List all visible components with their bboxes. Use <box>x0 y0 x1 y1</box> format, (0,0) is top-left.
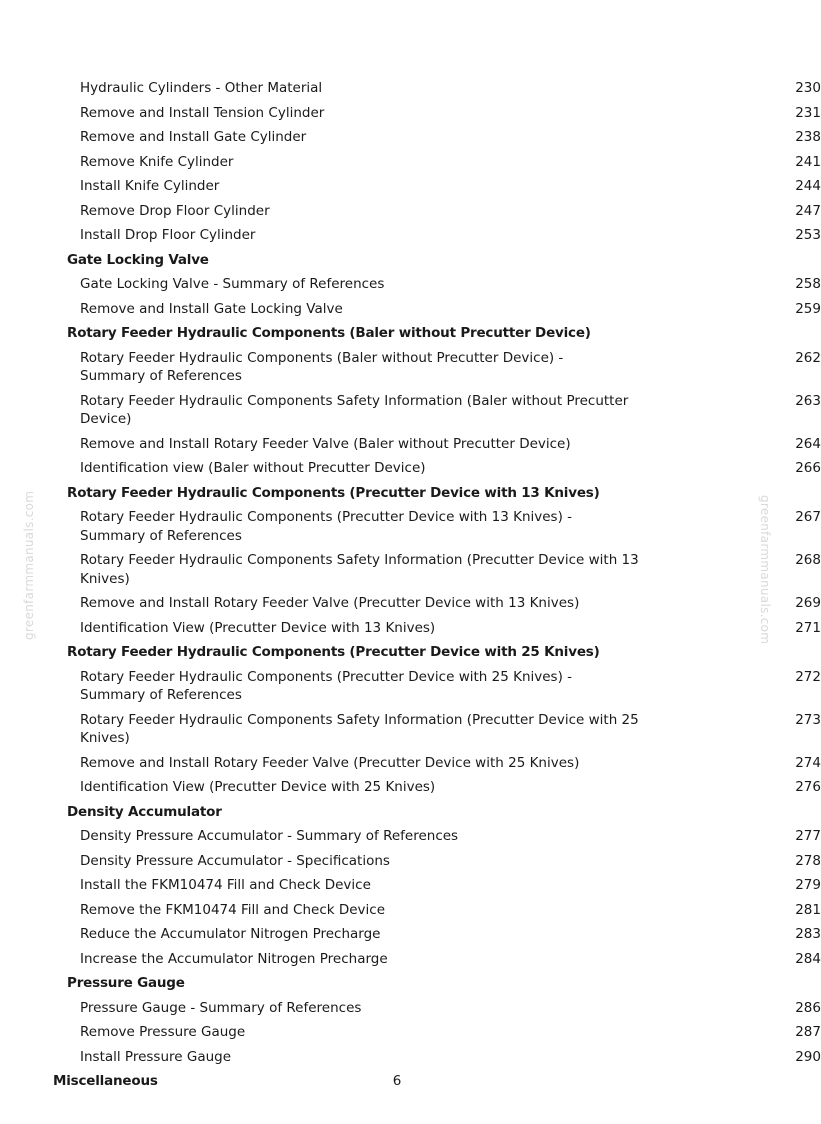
toc-entry-page: 259 <box>795 300 821 317</box>
toc-entry-page: 286 <box>795 999 821 1016</box>
toc-entry[interactable] <box>0 591 821 616</box>
toc-entry-title: Reduce the Accumulator Nitrogen Precharge <box>80 926 381 942</box>
toc-section-heading[interactable] <box>0 971 794 996</box>
toc-entry-title: Gate Locking Valve - Summary of References <box>80 276 385 292</box>
toc-entry-title: Install Knife Cylinder <box>80 178 220 194</box>
toc-entry-page: 278 <box>795 852 821 869</box>
toc-entry[interactable] <box>0 150 821 175</box>
toc-entry[interactable] <box>0 824 821 849</box>
toc-entry[interactable] <box>0 1045 821 1070</box>
toc-entry[interactable] <box>0 947 821 972</box>
toc-entry-title: Install Drop Floor Cylinder <box>80 227 256 243</box>
toc-entry-title: Gate Locking Valve <box>67 251 209 268</box>
toc-entry-page: 241 <box>795 153 821 170</box>
toc-entry-page: 253 <box>795 227 821 243</box>
toc-entry[interactable] <box>0 548 821 591</box>
toc-entry-page: 244 <box>795 178 821 194</box>
toc-entry-title: Remove and Install Rotary Feeder Valve (Precutter Device with 13 Knives) <box>80 595 580 611</box>
toc-entry-page: 263 <box>795 392 821 409</box>
toc-entry-title: Density Accumulator <box>67 803 222 820</box>
toc-entry-title: Rotary Feeder Hydraulic Components (Baler without Precutter Device) - Summary of References <box>80 349 564 384</box>
toc-entry[interactable] <box>0 898 821 923</box>
toc-entry-title: Remove Knife Cylinder <box>80 153 234 170</box>
toc-entry-title: Remove Drop Floor Cylinder <box>80 202 270 219</box>
toc-entry[interactable] <box>0 272 821 297</box>
toc-entry-page: 262 <box>795 349 821 366</box>
toc-entry-page: 276 <box>795 779 821 795</box>
toc-entry-page: 266 <box>795 460 821 476</box>
toc-entry-page: 283 <box>795 926 821 942</box>
toc-entry[interactable] <box>0 665 821 708</box>
table-of-contents <box>0 76 821 1094</box>
toc-entry-page: 269 <box>795 595 821 611</box>
toc-entry-title: Rotary Feeder Hydraulic Components Safety Information (Precutter Device with 13 Knives) <box>80 552 639 587</box>
toc-entry-page: 272 <box>795 668 821 685</box>
toc-entry-title: Remove the FKM10474 Fill and Check Device <box>80 901 386 918</box>
toc-entry-title: Remove and Install Rotary Feeder Valve (Baler without Precutter Device) <box>80 435 571 452</box>
toc-entry-title: Miscellaneous <box>53 1073 158 1089</box>
toc-entry-page: 267 <box>795 509 821 525</box>
toc-entry[interactable] <box>0 996 821 1021</box>
toc-entry[interactable] <box>0 616 821 641</box>
toc-entry-page: 238 <box>795 129 821 145</box>
toc-section-heading[interactable] <box>0 481 794 506</box>
toc-entry[interactable] <box>0 297 821 322</box>
toc-entry-title: Remove and Install Gate Locking Valve <box>80 300 343 317</box>
toc-entry-page: 271 <box>795 619 821 636</box>
toc-entry[interactable] <box>0 775 821 800</box>
toc-section-heading[interactable] <box>0 640 794 665</box>
toc-entry-title: Rotary Feeder Hydraulic Components (Baler without Precutter Device) <box>67 325 591 341</box>
toc-entry-page: 290 <box>795 1048 821 1065</box>
toc-entry-title: Remove and Install Rotary Feeder Valve (Precutter Device with 25 Knives) <box>80 754 580 771</box>
toc-entry-title: Rotary Feeder Hydraulic Components (Precutter Device with 13 Knives) - Summary of References <box>80 509 573 544</box>
toc-entry[interactable] <box>0 389 821 432</box>
toc-entry-page: 273 <box>795 711 821 728</box>
toc-entry-page: 231 <box>795 104 821 121</box>
toc-entry[interactable] <box>0 505 821 548</box>
toc-entry-title: Density Pressure Accumulator - Summary of References <box>80 828 459 844</box>
toc-entry-title: Hydraulic Cylinders - Other Material <box>80 80 323 96</box>
toc-entry[interactable] <box>0 76 821 101</box>
toc-section-heading[interactable] <box>0 321 794 346</box>
toc-entry-title: Rotary Feeder Hydraulic Components Safety Information (Precutter Device with 25 Knives) <box>80 711 639 746</box>
toc-entry-title: Remove Pressure Gauge <box>80 1024 246 1040</box>
toc-entry-title: Increase the Accumulator Nitrogen Precharge <box>80 950 388 967</box>
toc-entry[interactable] <box>0 873 821 898</box>
toc-entry-page: 279 <box>795 877 821 893</box>
toc-entry[interactable] <box>0 199 821 224</box>
toc-entry-page: 281 <box>795 901 821 918</box>
toc-entry-page: 277 <box>795 828 821 844</box>
toc-entry[interactable] <box>0 751 821 776</box>
toc-entry-title: Rotary Feeder Hydraulic Components (Precutter Device with 13 Knives) <box>67 484 600 501</box>
toc-entry[interactable] <box>0 346 821 389</box>
toc-entry-page: 268 <box>795 552 821 568</box>
toc-entry-title: Remove and Install Tension Cylinder <box>80 104 325 121</box>
toc-entry[interactable] <box>0 174 821 199</box>
toc-entry-title: Pressure Gauge <box>67 975 185 991</box>
toc-entry-page: 230 <box>795 80 821 96</box>
toc-entry[interactable] <box>0 456 821 481</box>
watermark-right: greenfarmmanuals.com <box>758 495 772 645</box>
toc-entry-page: 258 <box>795 276 821 292</box>
toc-entry-title: Identification View (Precutter Device with 25 Knives) <box>80 779 436 795</box>
toc-entry-page: 264 <box>795 435 821 452</box>
toc-entry-title: Install Pressure Gauge <box>80 1048 232 1065</box>
toc-entry-title: Rotary Feeder Hydraulic Components (Precutter Device with 25 Knives) <box>67 644 600 660</box>
toc-entry-title: Pressure Gauge - Summary of References <box>80 999 362 1016</box>
toc-entry-page: 247 <box>795 202 821 219</box>
toc-entry-page: 287 <box>795 1024 821 1040</box>
toc-entry[interactable] <box>0 101 821 126</box>
toc-entry-page: 284 <box>795 950 821 967</box>
toc-entry-page: 274 <box>795 754 821 771</box>
toc-entry[interactable] <box>0 922 821 947</box>
toc-entry-title: Identification View (Precutter Device with 13 Knives) <box>80 619 436 636</box>
toc-entry[interactable] <box>0 125 821 150</box>
toc-entry[interactable] <box>0 223 821 248</box>
page-number: 6 <box>392 1073 402 1089</box>
toc-section-heading[interactable] <box>0 248 794 273</box>
toc-entry-title: Rotary Feeder Hydraulic Components (Precutter Device with 25 Knives) - Summary of References <box>80 668 573 703</box>
toc-entry[interactable] <box>0 849 821 874</box>
toc-section-heading[interactable] <box>0 800 794 825</box>
toc-entry[interactable] <box>0 708 821 751</box>
toc-entry-title: Remove and Install Gate Cylinder <box>80 129 307 145</box>
toc-entry-title: Install the FKM10474 Fill and Check Device <box>80 877 371 893</box>
toc-entry-title: Rotary Feeder Hydraulic Components Safety Information (Baler without Precutter Device) <box>80 392 629 427</box>
toc-entry-title: Density Pressure Accumulator - Specifications <box>80 852 390 869</box>
watermark-left: greenfarmmanuals.com <box>22 490 36 640</box>
toc-entry-title: Identification view (Baler without Precutter Device) <box>80 460 426 476</box>
toc-entry[interactable] <box>0 432 821 457</box>
toc-entry[interactable] <box>0 1020 821 1045</box>
